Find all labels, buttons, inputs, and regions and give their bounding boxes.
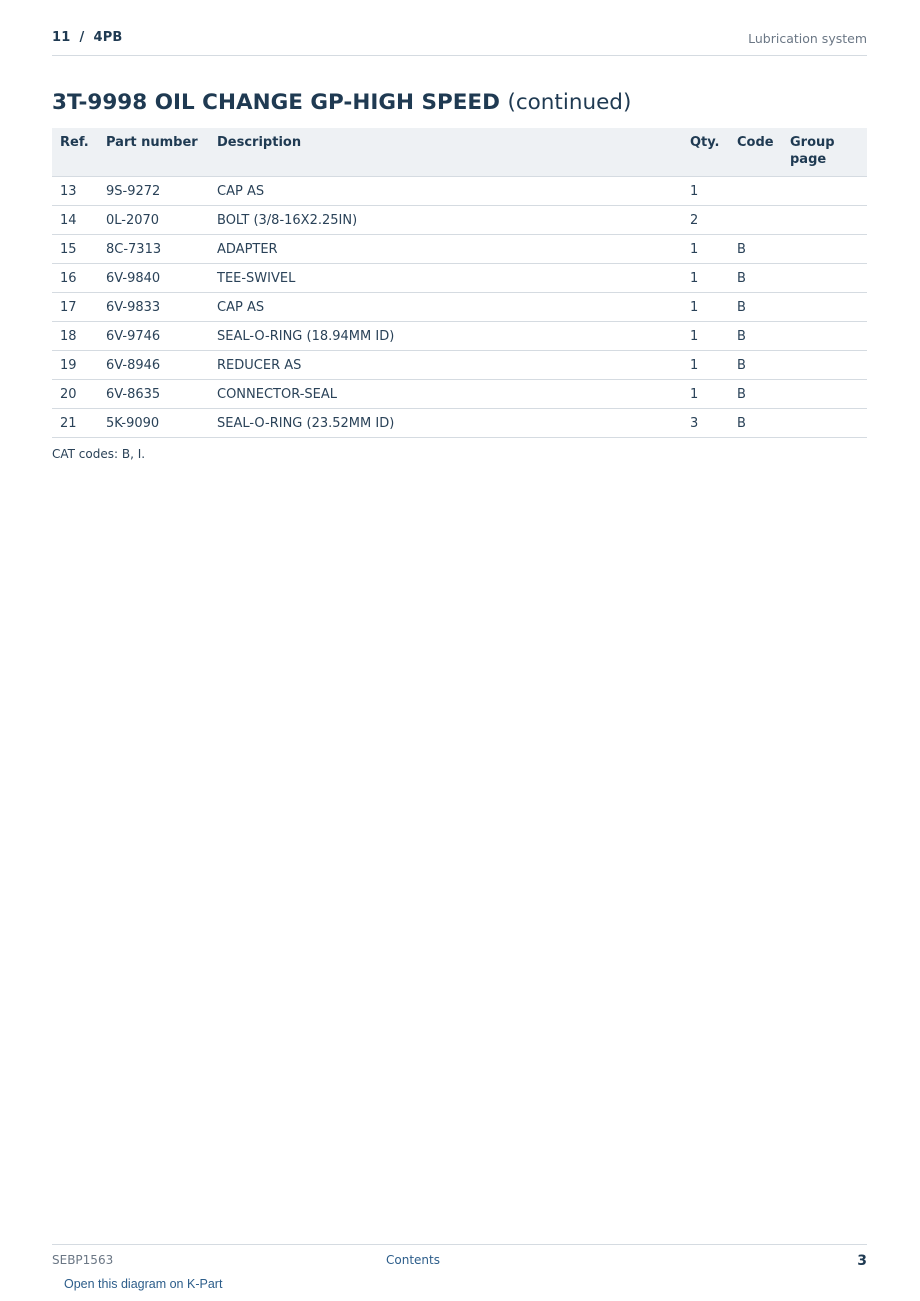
cell-group-page: [782, 206, 867, 235]
cell-ref: 15: [52, 235, 98, 264]
cell-ref: 14: [52, 206, 98, 235]
cell-part-number: 0L-2070: [98, 206, 209, 235]
breadcrumb: [52, 30, 123, 45]
cell-ref: 19: [52, 351, 98, 380]
cell-description: REDUCER AS: [209, 351, 682, 380]
cell-qty: 1: [682, 177, 729, 206]
cell-part-number: 6V-8635: [98, 380, 209, 409]
cell-group-page: [782, 351, 867, 380]
table-row: [52, 409, 867, 438]
open-in-kpart-link[interactable]: Open this diagram on K-Part: [64, 1277, 223, 1291]
cell-description: BOLT (3/8-16X2.25IN): [209, 206, 682, 235]
cell-ref: 20: [52, 380, 98, 409]
page-number: 3: [857, 1253, 867, 1269]
column-header-qty: Qty.: [682, 128, 729, 177]
table-row: [52, 264, 867, 293]
cell-qty: 1: [682, 264, 729, 293]
table-row: [52, 235, 867, 264]
cell-group-page: [782, 293, 867, 322]
cell-part-number: 6V-9833: [98, 293, 209, 322]
cell-ref: 17: [52, 293, 98, 322]
column-header-ref: Ref.: [52, 128, 98, 177]
parts-table-header: [52, 128, 867, 177]
cell-group-page: [782, 177, 867, 206]
table-row: [52, 293, 867, 322]
cell-description: CAP AS: [209, 293, 682, 322]
cell-group-page: [782, 380, 867, 409]
contents-link[interactable]: Contents: [386, 1253, 440, 1267]
cell-code: B: [729, 322, 782, 351]
cell-part-number: 6V-8946: [98, 351, 209, 380]
cell-qty: 2: [682, 206, 729, 235]
cell-qty: 3: [682, 409, 729, 438]
document-page: [52, 0, 867, 1300]
table-row: [52, 206, 867, 235]
table-row: [52, 351, 867, 380]
page-title-suffix: (continued): [507, 90, 632, 115]
cell-part-number: 8C-7313: [98, 235, 209, 264]
cell-description: SEAL-O-RING (23.52MM ID): [209, 409, 682, 438]
page-header: [52, 28, 867, 56]
cell-group-page: [782, 264, 867, 293]
page-title: [52, 90, 631, 115]
column-header-part-number: Part number: [98, 128, 209, 177]
cell-code: B: [729, 264, 782, 293]
page-title-main: 3T-9998 OIL CHANGE GP-HIGH SPEED: [52, 90, 500, 115]
cell-ref: 21: [52, 409, 98, 438]
cell-code: B: [729, 351, 782, 380]
cell-description: CAP AS: [209, 177, 682, 206]
cat-codes-note: CAT codes: B, I.: [52, 447, 146, 461]
parts-table-body: [52, 177, 867, 438]
table-row: [52, 322, 867, 351]
document-id: SEBP1563: [52, 1253, 114, 1267]
cell-part-number: 6V-9746: [98, 322, 209, 351]
cell-description: TEE-SWIVEL: [209, 264, 682, 293]
cell-qty: 1: [682, 351, 729, 380]
table-row: [52, 177, 867, 206]
parts-table: [52, 128, 867, 438]
cell-code: B: [729, 380, 782, 409]
column-header-group-page: Group page: [782, 128, 867, 177]
table-header-row: [52, 128, 867, 177]
cell-code: [729, 206, 782, 235]
cell-code: B: [729, 235, 782, 264]
column-header-code: Code: [729, 128, 782, 177]
table-row: [52, 380, 867, 409]
cell-group-page: [782, 409, 867, 438]
cell-ref: 13: [52, 177, 98, 206]
cell-code: [729, 177, 782, 206]
cell-qty: 1: [682, 322, 729, 351]
breadcrumb-model: 4PB: [93, 30, 123, 45]
breadcrumb-chapter: 11: [52, 30, 71, 45]
cell-description: SEAL-O-RING (18.94MM ID): [209, 322, 682, 351]
column-header-description: Description: [209, 128, 682, 177]
cell-part-number: 9S-9272: [98, 177, 209, 206]
cell-group-page: [782, 322, 867, 351]
cell-code: B: [729, 409, 782, 438]
section-title: Lubrication system: [748, 31, 867, 46]
cell-description: ADAPTER: [209, 235, 682, 264]
cell-qty: 1: [682, 235, 729, 264]
cell-qty: 1: [682, 293, 729, 322]
cell-part-number: 5K-9090: [98, 409, 209, 438]
breadcrumb-separator: /: [79, 30, 85, 45]
page-footer: [52, 1244, 867, 1301]
cell-qty: 1: [682, 380, 729, 409]
cell-part-number: 6V-9840: [98, 264, 209, 293]
cell-code: B: [729, 293, 782, 322]
cell-ref: 18: [52, 322, 98, 351]
cell-group-page: [782, 235, 867, 264]
cell-ref: 16: [52, 264, 98, 293]
cell-description: CONNECTOR-SEAL: [209, 380, 682, 409]
